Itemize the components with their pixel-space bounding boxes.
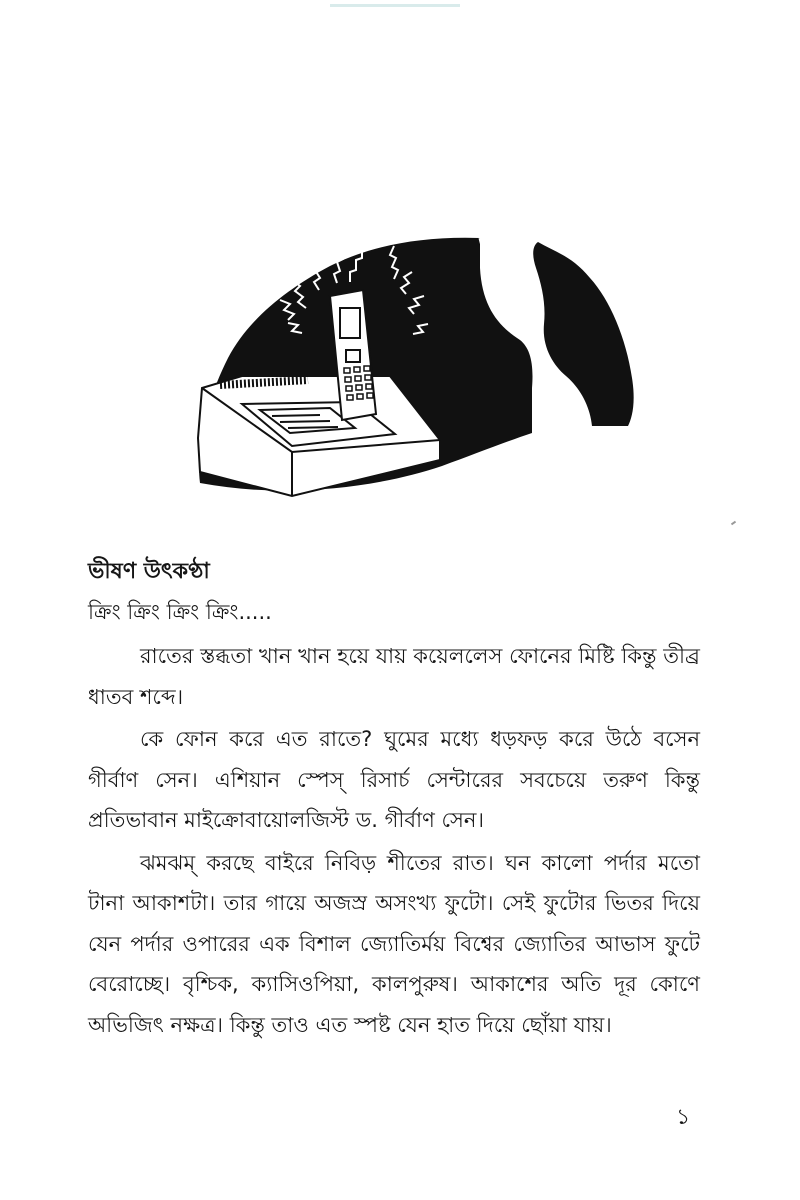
chapter-heading: ভীষণ উৎকণ্ঠা xyxy=(88,559,210,584)
top-scan-mark xyxy=(330,4,460,7)
page-number: ১ xyxy=(676,1105,691,1130)
paragraph-1: রাতের স্তব্ধতা খান খান হয়ে যায় কয়েললেস ফোনের মিষ্টি কিন্তু তীব্র ধাতব শব্দে। xyxy=(88,644,700,709)
paragraph-2: কে ফোন করে এত রাতে? ঘুমের মধ্যে ধড়ফড় করে উঠে বসেন গীর্বাণ সেন। এশিয়ান স্পেস্ রিসার্চ সেন্টারের সবচেয়ে তরুণ কিন্তু প্রতিভাবান মাইক্রোবায়োলজিস্ট ড. গীর্বাণ সেন। xyxy=(88,727,700,832)
person-silhouette xyxy=(533,242,633,426)
scan-speck xyxy=(731,521,736,526)
chapter-text xyxy=(88,552,700,1045)
paragraph-3: ঝমঝম্ করছে বাইরে নিবিড় শীতের রাত। ঘন কালো পর্দার মতো টানা আকাশটা। তার গায়ে অজস্র অসংখ্য ফুটো। সেই ফুটোর ভিতর দিয়ে যেন পর্দার ওপারের এক বিশাল জ্যোতির্ময় বিশ্বের জ্যোতির আভাস ফুটে বেরোচ্ছে। বৃশ্চিক, ক্যাসিওপিয়া, কালপুরুষ। আকাশের অতি দূর কোণে অভিজিৎ নক্ষত্র। কিন্তু তাও এত স্পষ্ট যেন হাত দিয়ে ছোঁয়া যায়। xyxy=(88,850,700,1037)
base-station xyxy=(198,376,440,496)
ring-sound-line: ক্রিং ক্রিং ক্রিং ক্রিং..... xyxy=(88,600,272,624)
phone-illustration xyxy=(180,228,640,508)
